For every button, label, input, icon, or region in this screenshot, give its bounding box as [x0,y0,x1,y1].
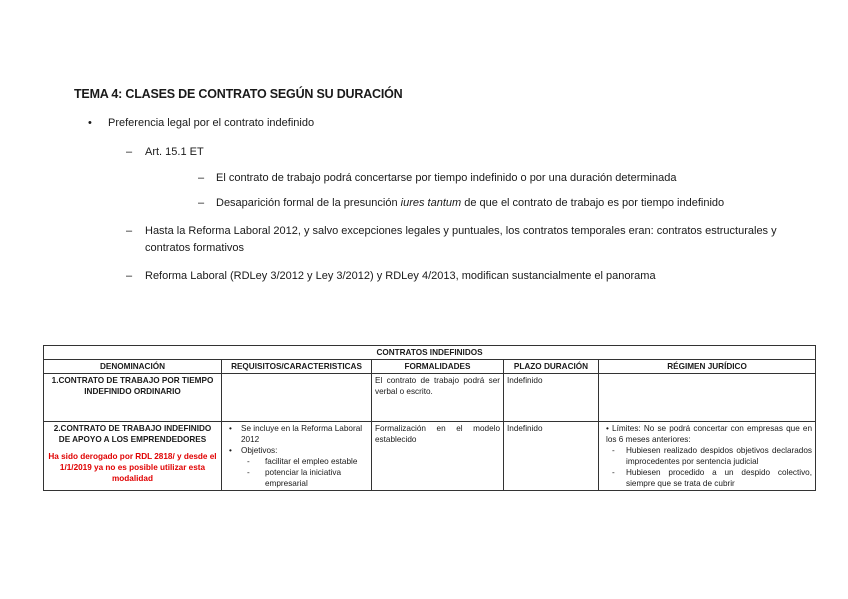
row1-plazo: Indefinido [504,374,599,422]
list-item: - Hubiesen procedido a un despido colectivo, siempre que se trata de cubrir [608,467,812,489]
row1-formalidades: El contrato de trabajo podrá ser verbal o escrito. [372,374,504,422]
subsub2-post: de que el contrato de trabajo es por tiempo indefinido [461,197,725,209]
row2-plazo: Indefinido [504,422,599,491]
page-title: TEMA 4: CLASES DE CONTRATO SEGÚN SU DURACIÓN [74,87,403,101]
list-item: • Se incluye en la Reforma Laboral 2012 [225,423,368,445]
outline-sub-3: Reforma Laboral (RDLey 3/2012 y Ley 3/2012) y RDLey 4/2013, modifican sustancialmente el panorama [145,270,656,282]
bullet-marker: • [88,117,92,129]
row2-formalidades: Formalización en el modelo establecido [372,422,504,491]
row1-requisitos [222,374,372,422]
table-title-row [44,346,816,360]
table-row [44,422,816,491]
column-header: PLAZO DURACIÓN [504,360,599,374]
list-item: • Objetivos: [225,445,368,456]
contracts-table [43,345,816,491]
column-header: REQUISITOS/CARACTERISTICAS [222,360,372,374]
column-header: DENOMINACIÓN [44,360,222,374]
list-item: - potenciar la iniciativa empresarial [225,467,368,489]
table-header-row [44,360,816,374]
outline-subsub-1: El contrato de trabajo podrá concertarse por tiempo indefinido o por una duración determinada [216,172,677,184]
list-item: - facilitar el empleo estable [225,456,368,467]
row2-regimen [599,422,816,491]
dash-marker: – [198,172,205,184]
row2-name-cell [44,422,222,491]
outline-sub-1: Art. 15.1 ET [145,146,204,158]
column-header: FORMALIDADES [372,360,504,374]
regimen-intro: • Límites: No se podrá concertar con empresas que en los 6 meses anteriores: [606,424,813,444]
outline-item-1: Preferencia legal por el contrato indefinido [108,117,315,129]
dash-marker: – [198,197,205,209]
table-row [44,374,816,422]
subsub2-pre: Desaparición formal de la presunción [216,197,401,209]
row2-derogation-note: Ha sido derogado por RDL 2818/ y desde el 1/1/2019 ya no es posible utilizar esta modalidad [48,452,217,483]
subsub2-italic: iures tantum [400,197,462,209]
outline-subsub-2 [216,197,724,209]
outline-sub-2-line-2: contratos formativos [145,242,245,254]
column-header: RÉGIMEN JURÍDICO [599,360,816,374]
dash-marker: – [126,225,133,237]
outline-sub-2-line-1: Hasta la Reforma Laboral 2012, y salvo excepciones legales y puntuales, los contratos temporales eran: contratos estructurales y [145,225,777,237]
row1-regimen [599,374,816,422]
row2-name: 2.CONTRATO DE TRABAJO INDEFINIDO DE APOYO A LOS EMPRENDEDORES [53,424,212,444]
dash-marker: – [126,270,133,282]
dash-marker: – [126,146,133,158]
list-item: - Hubiesen realizado despidos objetivos declarados improcedentes por sentencia judicial [608,445,812,467]
row1-name: 1.CONTRATO DE TRABAJO POR TIEMPO INDEFINIDO ORDINARIO [44,374,222,422]
table-title: CONTRATOS INDEFINIDOS [44,346,816,360]
row2-requisitos [222,422,372,491]
